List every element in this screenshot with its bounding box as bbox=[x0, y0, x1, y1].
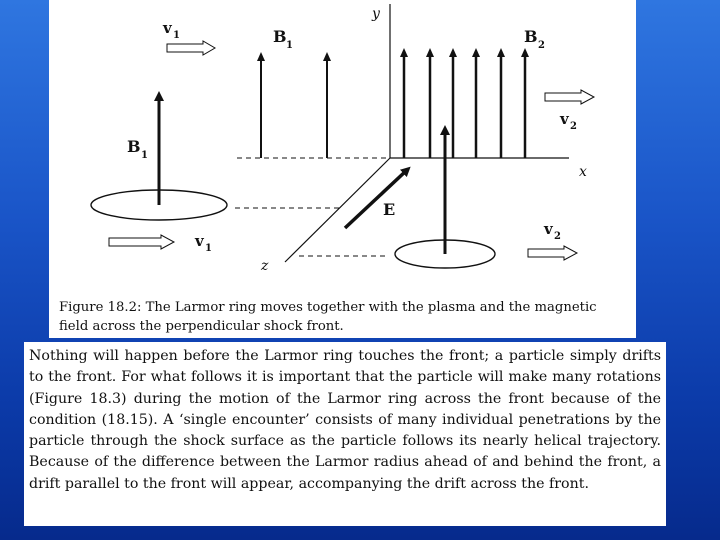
figure-panel bbox=[49, 0, 636, 338]
v2-bottom-hollow-arrow bbox=[528, 246, 577, 260]
z-axis bbox=[285, 158, 390, 262]
text-panel bbox=[24, 342, 666, 526]
x-axis-label: x bbox=[579, 164, 587, 180]
larmor-ring-diagram bbox=[49, 0, 636, 338]
figure-caption: Figure 18.2: The Larmor ring moves together with the plasma and the magnetic field across the perpendicular shock front. bbox=[59, 300, 597, 334]
v1-top-subscript: 1 bbox=[173, 30, 180, 41]
b1-top-subscript: 1 bbox=[286, 40, 293, 51]
v1-bottom-subscript: 1 bbox=[205, 243, 212, 254]
v2-bottom-label: v bbox=[544, 220, 553, 238]
z-axis-label: z bbox=[261, 258, 269, 274]
v1-top-hollow-arrow bbox=[167, 41, 215, 55]
v1-bottom-hollow-arrow bbox=[109, 235, 174, 249]
v2-bottom-subscript: 2 bbox=[554, 231, 561, 242]
v1-top-label: v bbox=[163, 19, 172, 37]
e-field-arrow bbox=[345, 170, 407, 228]
b1-ring-subscript: 1 bbox=[141, 150, 148, 161]
v1-bottom-label: v bbox=[195, 232, 204, 250]
b2-top-label: B bbox=[524, 27, 538, 46]
b1-ring-label: B bbox=[127, 137, 141, 156]
e-field-label: E bbox=[383, 200, 396, 219]
v2-right-hollow-arrow bbox=[545, 90, 594, 104]
v2-right-label: v bbox=[560, 110, 569, 128]
v2-right-subscript: 2 bbox=[570, 121, 577, 132]
body-paragraph: Nothing will happen before the Larmor ring touches the front; a particle simply drifts to the front. For what follows it is important that the particle will make many rotations (Figure 18.3) during the motion of the Larmor ring across the front because of the condition (18.15). A ‘single encounter’ consists of many individual penetrations by the particle through the shock surface as the particle follows its nearly helical trajectory. Because of the difference between the Larmor radius ahead of and behind the front, a drift parallel to the front will appear, accompanying the drift across the front. bbox=[29, 348, 661, 492]
b1-top-label: B bbox=[273, 27, 287, 46]
y-axis-label: y bbox=[372, 6, 380, 22]
b2-top-subscript: 2 bbox=[538, 40, 545, 51]
